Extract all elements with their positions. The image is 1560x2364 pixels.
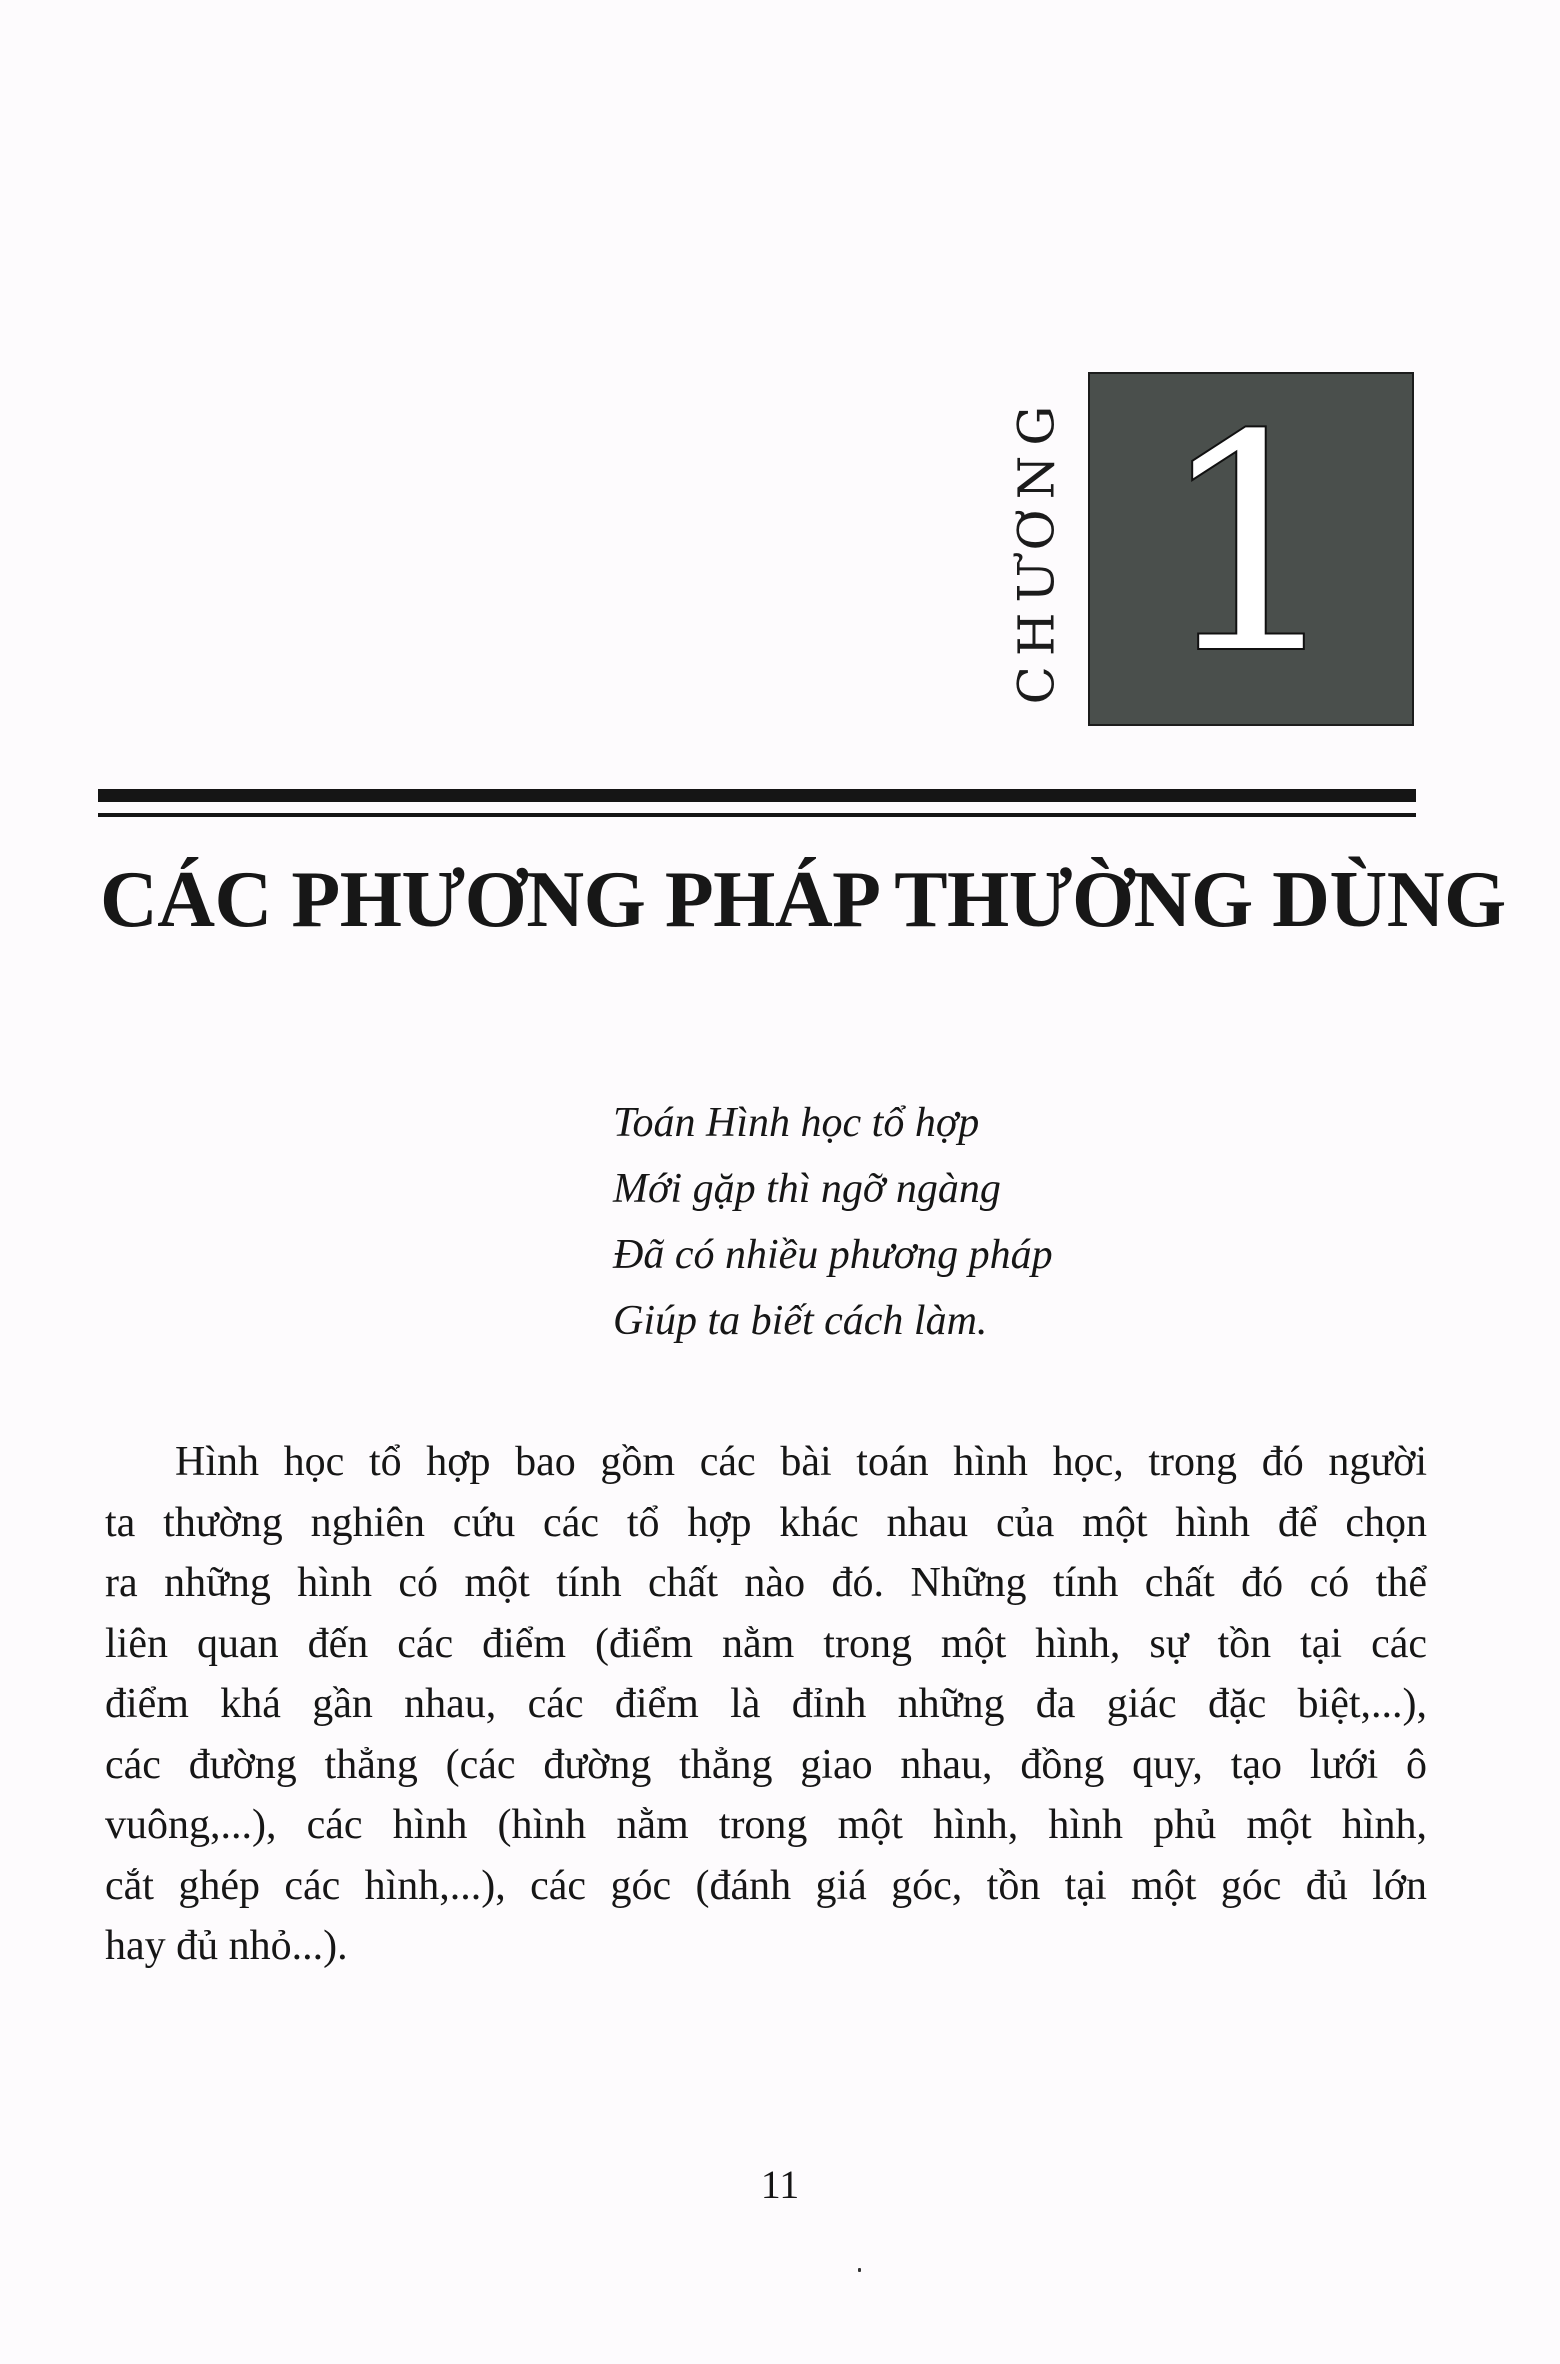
chapter-label-text: CHƯƠNG <box>1007 395 1065 705</box>
body-line: cắt ghép các hình,...), các góc (đánh giá góc, tồn tại một góc đủ lớn <box>105 1862 1427 1909</box>
poem-line: Toán Hình học tổ hợp <box>613 1100 980 1146</box>
epigraph-poem <box>613 1090 1053 1354</box>
body-line: các đường thẳng (các đường thẳng giao nhau, đồng quy, tạo lưới ô <box>105 1741 1427 1788</box>
body-paragraph <box>105 1432 1427 1977</box>
page-number: 11 <box>760 2162 800 2207</box>
body-line: hay đủ nhỏ...). <box>105 1923 348 1969</box>
body-line: ta thường nghiên cứu các tổ hợp khác nhau của một hình để chọn <box>105 1499 1427 1546</box>
chapter-label <box>1008 395 1064 705</box>
body-line: ra những hình có một tính chất nào đó. Những tính chất đó có thể <box>105 1560 1427 1606</box>
poem-line: Mới gặp thì ngỡ ngàng <box>613 1166 1001 1212</box>
poem-line: Giúp ta biết cách làm. <box>613 1298 988 1344</box>
title-rule-thick <box>98 789 1416 802</box>
chapter-number: 1 <box>1155 371 1347 720</box>
body-line: vuông,...), các hình (hình nằm trong một hình, hình phủ một hình, <box>105 1802 1427 1848</box>
poem-line: Đã có nhiều phương pháp <box>613 1232 1053 1278</box>
chapter-title: CÁC PHƯƠNG PHÁP THƯỜNG DÙNG <box>100 856 1506 944</box>
body-line: Hình học tổ hợp bao gồm các bài toán hình học, trong đó người <box>175 1439 1427 1485</box>
body-line: điểm khá gần nhau, các điểm là đỉnh những đa giác đặc biệt,...), <box>105 1681 1427 1727</box>
chapter-number-box <box>1088 372 1414 726</box>
body-line: liên quan đến các điểm (điểm nằm trong một hình, sự tồn tại các <box>105 1620 1427 1667</box>
print-speck <box>858 2268 861 2272</box>
title-rule-thin <box>98 813 1416 817</box>
